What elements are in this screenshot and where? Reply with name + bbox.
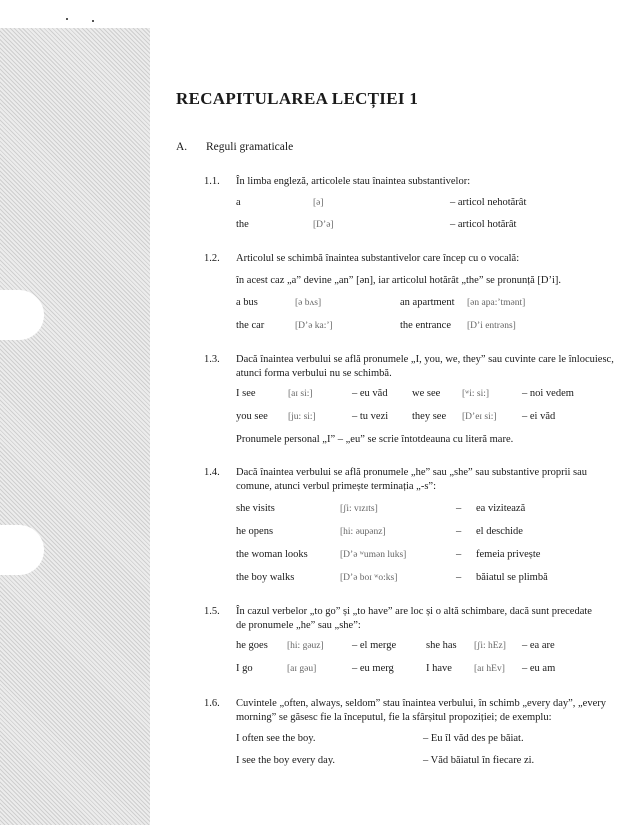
example-word: they see xyxy=(412,411,447,422)
rule-number: 1.2. xyxy=(204,253,220,264)
page-title: RECAPITULAREA LECȚIEI 1 xyxy=(176,89,419,108)
example-translation: femeia privește xyxy=(476,549,541,560)
example-word: she visits xyxy=(236,503,275,514)
phonetic: [Dʼə ʷumən luks] xyxy=(340,550,407,560)
dash: – xyxy=(456,549,462,560)
phonetic: [ə bʌs] xyxy=(295,298,322,308)
scan-speck xyxy=(66,18,68,20)
example-translation: – ea are xyxy=(522,640,555,651)
example-word: she has xyxy=(426,640,457,651)
rule-note: Pronumele personal „I” – „eu” se scrie întotdeauna cu literă mare. xyxy=(236,434,514,445)
example-sentence: I see the boy every day. xyxy=(236,755,336,766)
example-translation: – eu văd xyxy=(352,388,388,399)
rule-number: 1.3. xyxy=(204,354,220,365)
rule-text: morning” se găsesc fie la începutul, fie la sfârșitul propoziției; de exemplu: xyxy=(236,712,552,723)
rule-text: În cazul verbelor „to go” și „to have” are loc și o altă schimbare, dacă sunt precedate xyxy=(236,606,592,617)
scan-speck xyxy=(92,20,94,22)
rule-text: de pronumele „he” sau „she”: xyxy=(236,620,361,631)
example-translation: băiatul se plimbă xyxy=(476,572,548,583)
example-translation: – Văd băiatul în fiecare zi. xyxy=(423,755,535,766)
example-desc: – articol hotărât xyxy=(450,219,517,230)
phonetic: [ju: si:] xyxy=(288,412,316,422)
example-translation: – noi vedem xyxy=(522,388,574,399)
example-translation: – ei văd xyxy=(522,411,556,422)
phonetic: [aɪ hEv] xyxy=(474,664,505,674)
phonetic: [ʷi: si:] xyxy=(462,389,490,399)
phonetic: [aɪ gəu] xyxy=(287,664,317,674)
phonetic: [Dʼeɪ si:] xyxy=(462,412,497,422)
phonetic: [Dʼə ka:ʼ] xyxy=(295,321,333,331)
rule-number: 1.6. xyxy=(204,698,220,709)
example-translation: – eu merg xyxy=(352,663,394,674)
example-sentence: I often see the boy. xyxy=(236,733,316,744)
phonetic: [ə] xyxy=(313,198,324,208)
example-translation: el deschide xyxy=(476,526,523,537)
section-heading: Reguli gramaticale xyxy=(206,141,294,153)
example-word: the boy walks xyxy=(236,572,295,583)
example-word: the car xyxy=(236,320,265,331)
example-word: you see xyxy=(236,411,268,422)
phonetic: [aɪ si:] xyxy=(288,389,313,399)
dash: – xyxy=(456,572,462,583)
rule-number: 1.4. xyxy=(204,467,220,478)
margin-stripe xyxy=(0,28,150,825)
example-word: a bus xyxy=(236,297,258,308)
phonetic: [ən apa:ʼtmənt] xyxy=(467,298,526,308)
example-word: the entrance xyxy=(400,320,452,331)
example-word: I have xyxy=(426,663,452,674)
rule-text: atunci forma verbului nu se schimbă. xyxy=(236,368,392,379)
rule-text: În limba engleză, articolele stau înaintea substantivelor: xyxy=(236,176,471,187)
example-translation: – tu vezi xyxy=(352,411,389,422)
phonetic: [Dʼi entrəns] xyxy=(467,321,516,331)
rule-text: Cuvintele „often, always, seldom” stau înaintea verbului, în schimb „every day”, „every xyxy=(236,698,606,709)
rule-number: 1.1. xyxy=(204,176,220,187)
example-translation: – Eu îl văd des pe băiat. xyxy=(423,733,524,744)
example-word: a xyxy=(236,197,241,208)
phonetic: [Dʼə] xyxy=(313,220,334,230)
phonetic: [ʃi: hEz] xyxy=(474,641,506,651)
example-word: the woman looks xyxy=(236,549,308,560)
example-translation: – eu am xyxy=(522,663,556,674)
example-translation: – el merge xyxy=(352,640,397,651)
phonetic: [Dʼə boɪ ʷo:ks] xyxy=(340,573,398,583)
example-desc: – articol nehotărât xyxy=(450,197,527,208)
example-word: I go xyxy=(236,663,253,674)
example-word: he opens xyxy=(236,526,274,537)
rule-text: comune, atunci verbul primește terminația „-s”: xyxy=(236,481,437,492)
dash: – xyxy=(456,526,462,537)
phonetic: [hi: əupənz] xyxy=(340,527,386,537)
rule-text: în acest caz „a” devine „an” [ən], iar articolul hotărât „the” se pronunță [Dʼi]. xyxy=(236,275,562,286)
example-word: the xyxy=(236,219,249,230)
phonetic: [ʃi: vɪzɪts] xyxy=(340,504,378,514)
rule-text: Dacă înaintea verbului se află pronumele „I, you, we, they” sau cuvinte care le înlocuiesc, xyxy=(236,354,614,365)
example-word: we see xyxy=(412,388,441,399)
example-word: he goes xyxy=(236,640,268,651)
rule-text: Articolul se schimbă înaintea substantivelor care încep cu o vocală: xyxy=(236,253,520,264)
rule-number: 1.5. xyxy=(204,606,220,617)
example-word: I see xyxy=(236,388,256,399)
dash: – xyxy=(456,503,462,514)
phonetic: [hi: gəuz] xyxy=(287,641,324,651)
example-word: an apartment xyxy=(400,297,455,308)
section-letter: A. xyxy=(176,141,188,153)
example-translation: ea vizitează xyxy=(476,503,526,514)
rule-text: Dacă înaintea verbului se află pronumele „he” sau „she” sau substantive proprii sau xyxy=(236,467,588,478)
